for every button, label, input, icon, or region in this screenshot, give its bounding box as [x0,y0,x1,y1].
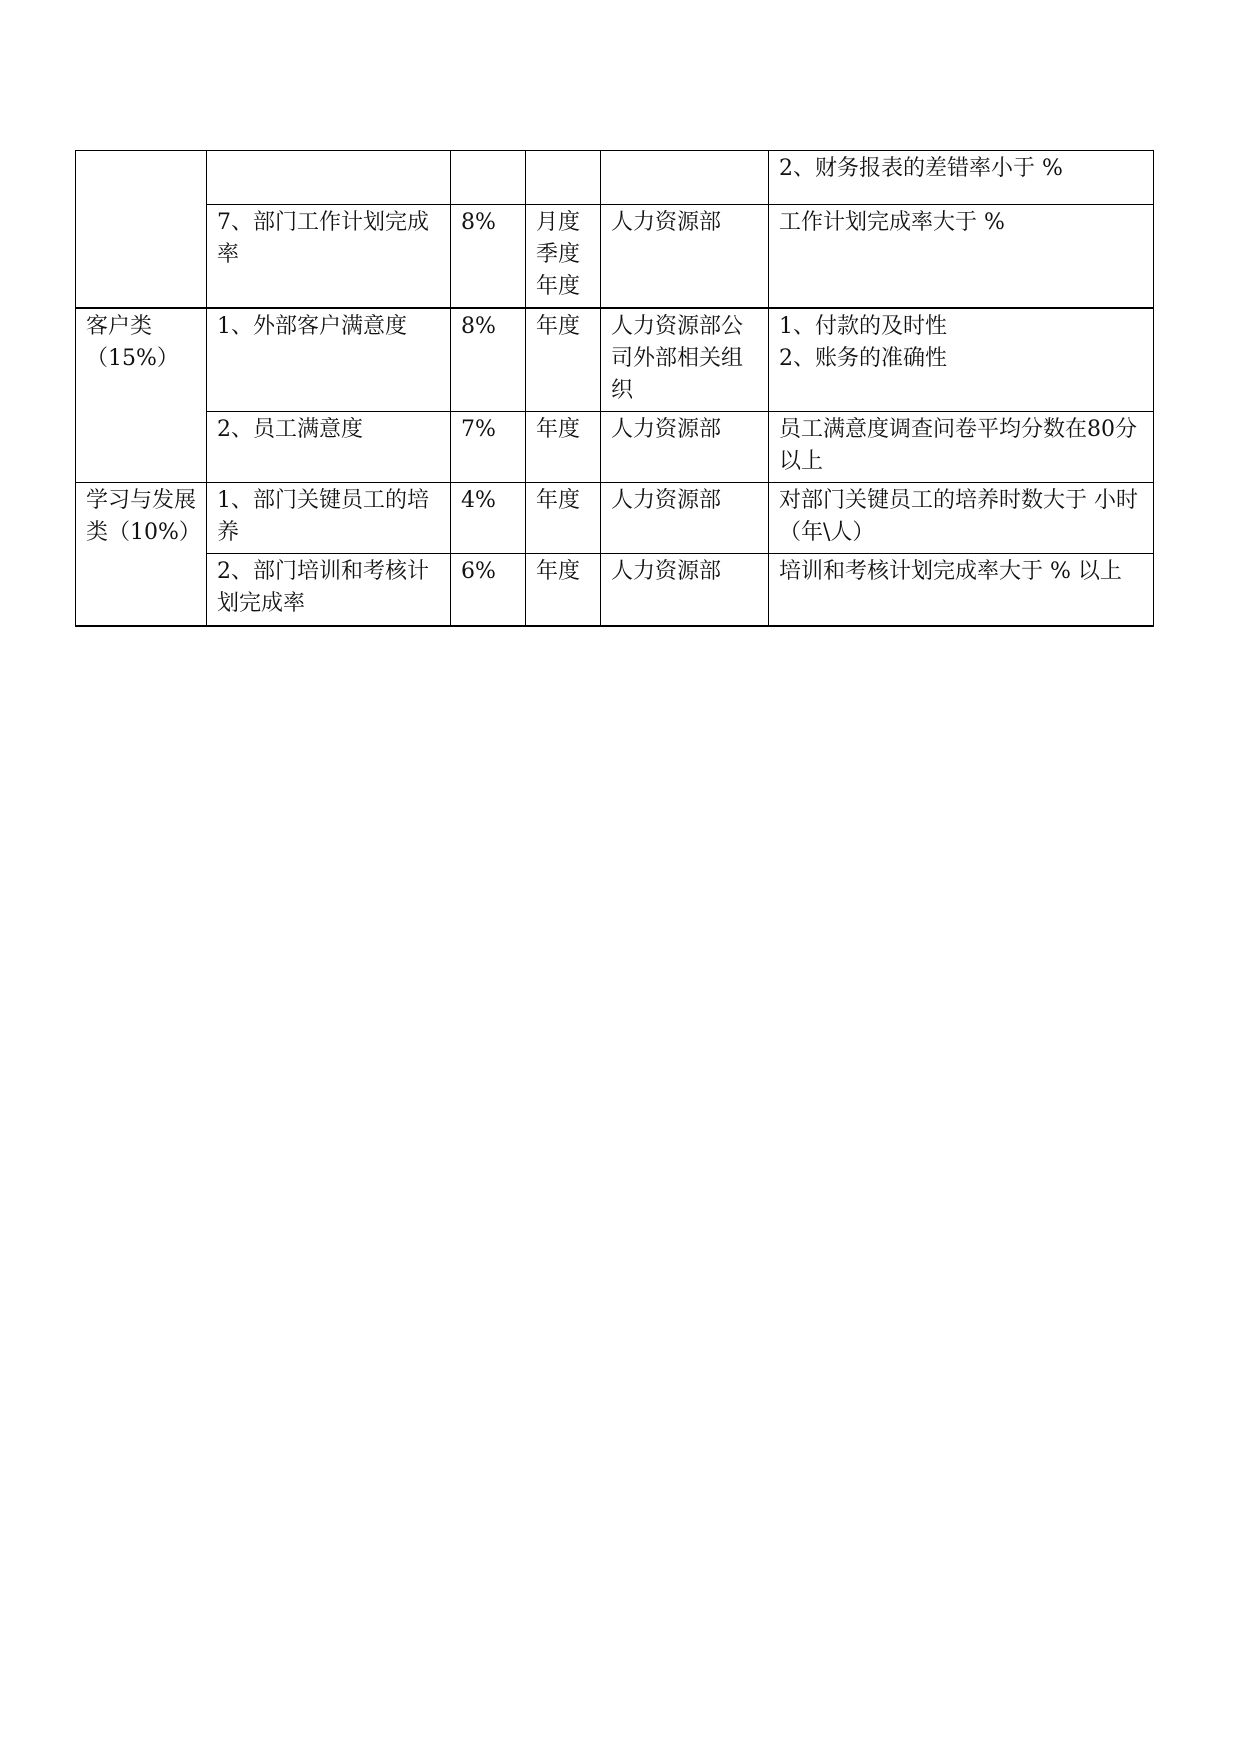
criteria-cell: 员工满意度调查问卷平均分数在80分以上 [769,412,1154,483]
table-row [76,308,1154,412]
weight-cell: 8% [451,205,526,309]
table-row [76,412,1154,483]
frequency-cell [526,151,601,205]
weight-cell: 4% [451,483,526,554]
kpi-table [75,150,1154,627]
source-cell: 人力资源部 [601,412,769,483]
table-row [76,554,1154,626]
criteria-cell: 工作计划完成率大于 % [769,205,1154,309]
weight-cell [451,151,526,205]
weight-cell: 6% [451,554,526,626]
frequency-cell: 年度 [526,308,601,412]
frequency-cell: 年度 [526,554,601,626]
table-row [76,483,1154,554]
source-cell [601,151,769,205]
table-row [76,205,1154,309]
source-cell: 人力资源部 [601,554,769,626]
table-row [76,151,1154,205]
frequency-cell: 月度季度年度 [526,205,601,309]
weight-cell: 8% [451,308,526,412]
category-cell [76,151,207,309]
weight-cell: 7% [451,412,526,483]
source-cell: 人力资源部 [601,205,769,309]
source-cell: 人力资源部 [601,483,769,554]
kpi-table-page [75,150,1153,627]
indicator-cell: 1、外部客户满意度 [207,308,451,412]
criteria-cell: 对部门关键员工的培养时数大于 小时（年\人） [769,483,1154,554]
indicator-cell: 2、员工满意度 [207,412,451,483]
indicator-cell: 2、部门培训和考核计划完成率 [207,554,451,626]
indicator-cell: 7、部门工作计划完成率 [207,205,451,309]
category-cell: 学习与发展类（10%） [76,483,207,626]
indicator-cell [207,151,451,205]
category-cell: 客户类（15%） [76,308,207,483]
frequency-cell: 年度 [526,483,601,554]
indicator-cell: 1、部门关键员工的培养 [207,483,451,554]
frequency-cell: 年度 [526,412,601,483]
source-cell: 人力资源部公司外部相关组织 [601,308,769,412]
criteria-cell: 2、财务报表的差错率小于 % [769,151,1154,205]
criteria-cell: 1、付款的及时性 2、账务的准确性 [769,308,1154,412]
criteria-cell: 培训和考核计划完成率大于 % 以上 [769,554,1154,626]
